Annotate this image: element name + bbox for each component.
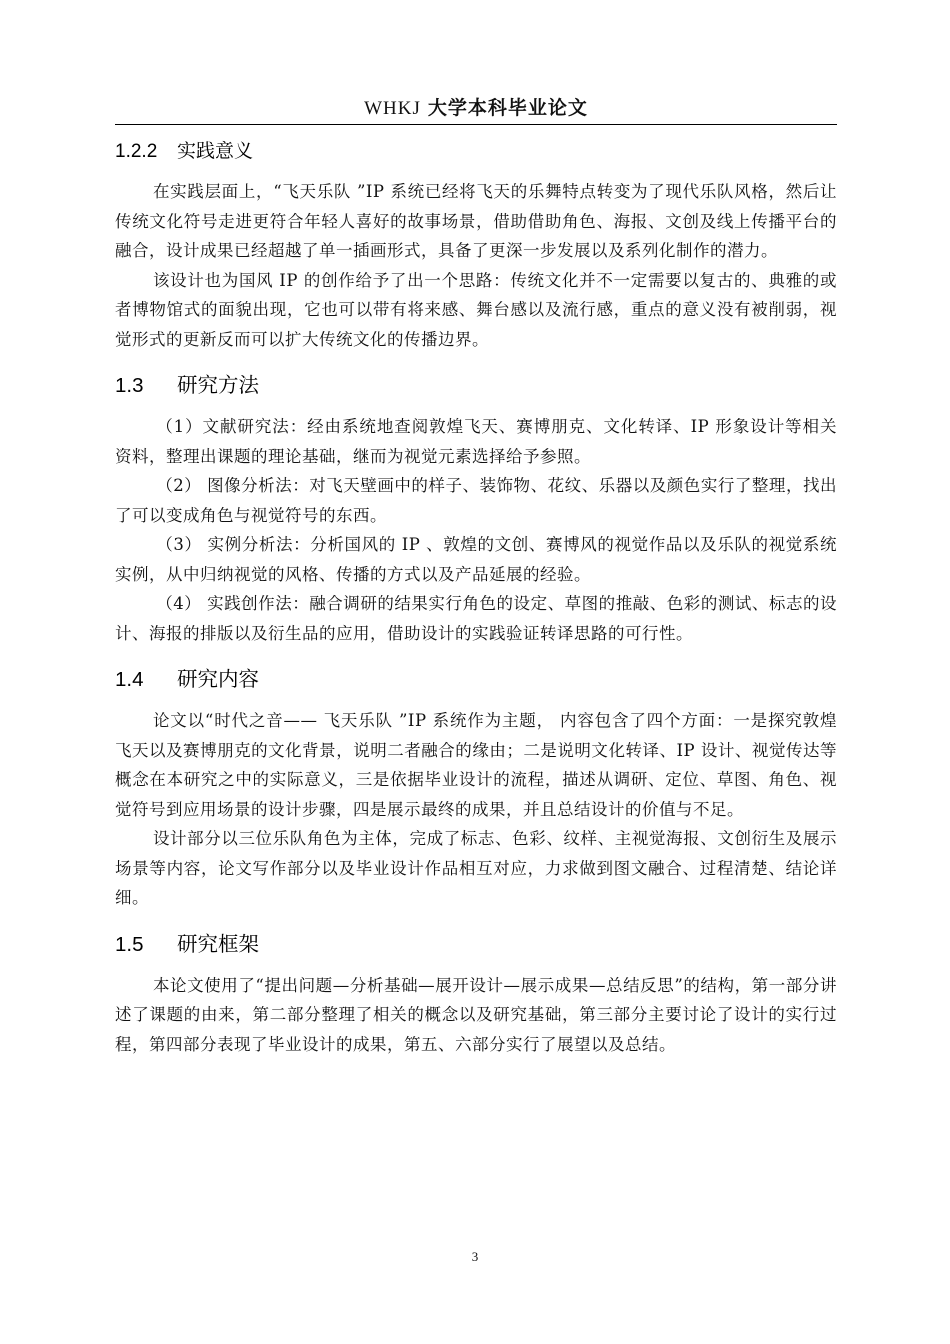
- section-number: 1.4: [115, 668, 144, 691]
- section-title: 研究框架: [177, 931, 259, 956]
- method-item: （2） 图像分析法：对飞天壁画中的样子、装饰物、花纹、乐器以及颜色实行了整理，找出了可以变成角色与视觉符号的东西。: [115, 476, 837, 525]
- paragraph: 在实践层面上，“飞天乐队 ”IP 系统已经将飞天的乐舞特点转变为了现代乐队风格，然后让传统文化符号走进更符合年轻人喜好的故事场景，借助借助角色、海报、文创及线上传播平台的融合，设计成果已经超越了单一插画形式，具备了更深一步发展以及系列化制作的潜力。: [115, 182, 837, 260]
- section-1-4: [115, 662, 837, 913]
- paragraph: 设计部分以三位乐队角色为主体，完成了标志、色彩、纹样、主视觉海报、文创衍生及展示场景等内容，论文写作部分以及毕业设计作品相互对应，力求做到图文融合、过程清楚、结论详细。: [115, 829, 837, 907]
- paragraph: 论文以“时代之音—— 飞天乐队 ”IP 系统作为主题， 内容包含了四个方面：一是探究敦煌飞天以及赛博朋克的文化背景，说明二者融合的缘由；二是说明文化转译、IP 设计、视觉传达等概念在本研究之中的实际意义，三是依据毕业设计的流程，描述从调研、定位、草图、角色、视觉符号到应用场景的设计步骤，四是展示最终的成果，并且总结设计的价值与不足。: [115, 711, 837, 819]
- paragraph: 该设计也为国风 IP 的创作给予了出一个思路：传统文化并不一定需要以复古的、典雅的或者博物馆式的面貌出现，它也可以带有将来感、舞台感以及流行感，重点的意义没有被削弱，视觉形式的更新反而可以扩大传统文化的传播边界。: [115, 270, 837, 349]
- section-1-5: [115, 927, 837, 1060]
- section-1-2-2: [115, 136, 837, 354]
- method-item: （1）文献研究法：经由系统地查阅敦煌飞天、赛博朋克、文化转译、IP 形象设计等相关资料，整理出课题的理论基础，继而为视觉元素选择给予参照。: [115, 417, 837, 466]
- section-title: 实践意义: [177, 140, 254, 162]
- section-number: 1.3: [115, 374, 144, 397]
- header-title: 大学本科毕业论文: [427, 97, 588, 119]
- method-item: （4） 实践创作法：融合调研的结果实行角色的设定、草图的推敲、色彩的测试、标志的设计、海报的排版以及衍生品的应用，借助设计的实践验证转译思路的可行性。: [115, 594, 837, 643]
- section-1-3: [115, 368, 837, 648]
- section-heading: [115, 136, 837, 163]
- header-code: WHKJ: [364, 98, 421, 119]
- section-title: 研究内容: [177, 667, 259, 691]
- section-number: 1.5: [115, 932, 144, 956]
- method-item: （3） 实例分析法：分析国风的 IP 、敦煌的文创、赛博风的视觉作品以及乐队的视觉系统实例，从中归纳视觉的风格、传播的方式以及产品延展的经验。: [115, 535, 837, 584]
- section-title: 研究方法: [177, 373, 259, 397]
- section-heading: [115, 368, 837, 398]
- paragraph: 本论文使用了“提出问题—分析基础—展开设计—展示成果—总结反思”的结构，第一部分讲述了课题的由来，第二部分整理了相关的概念以及研究基础，第三部分主要讨论了设计的实行过程，第四部分表现了毕业设计的成果，第五、六部分实行了展望以及总结。: [115, 975, 837, 1054]
- page-header: [115, 93, 837, 125]
- section-heading: [115, 927, 837, 957]
- section-number: 1.2.2: [115, 141, 158, 162]
- section-heading: [115, 662, 837, 692]
- document-body: [115, 136, 837, 1059]
- page-number: 3: [471, 1249, 479, 1264]
